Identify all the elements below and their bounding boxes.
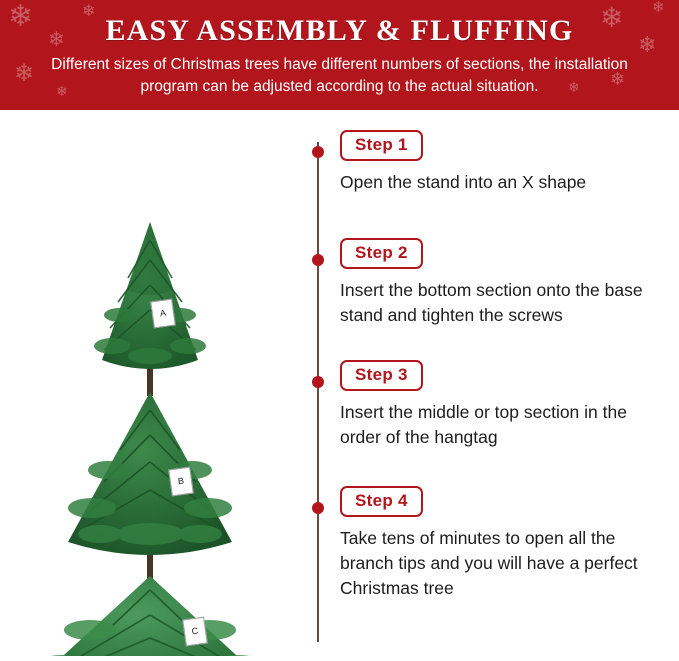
snowflake-icon: ❄ [82,3,96,20]
tree-bottom-section [28,576,272,656]
step-text-1: Open the stand into an X shape [340,172,587,192]
tree-top-section [94,222,206,369]
step-badge-3: Step 3 [340,360,423,391]
page-title: EASY ASSEMBLY & FLUFFING [105,14,574,47]
content-area [0,110,679,656]
snowflake-icon: ❄ [8,0,34,33]
step-item-3 [312,360,664,450]
step-text-3: Insert the middle or top section in the order of the hangtag [340,402,627,447]
steps-list [312,130,664,650]
step-dot-icon [312,254,324,266]
hangtag-a: A [150,299,176,329]
snowflake-icon: ❄ [568,79,580,95]
snowflake-icon: ❄ [14,60,35,87]
step-dot-icon [312,502,324,514]
step-text-4: Take tens of minutes to open all the branch tips and you will have a perfect Christmas tree [340,528,638,598]
hangtag-c: C [182,617,208,647]
snowflake-icon: ❄ [56,83,68,99]
step-item-1 [312,130,664,195]
snowflake-icon: ❄ [610,69,626,89]
snowflake-icon: ❄ [652,0,665,16]
hangtag-b: B [168,467,194,497]
page-subtitle: Different sizes of Christmas trees have different numbers of sections, the installation program can be adjusted according to the actual situation. [51,56,628,95]
step-dot-icon [312,146,324,158]
step-item-2 [312,238,664,328]
step-dot-icon [312,376,324,388]
step-item-4 [312,486,664,601]
snowflake-icon: ❄ [600,2,624,33]
step-text-2: Insert the bottom section onto the base stand and tighten the screws [340,280,643,325]
tree-middle-section [68,392,232,555]
tree-svg [0,110,300,656]
snowflake-icon: ❄ [48,29,65,51]
snowflake-icon: ❄ [638,32,657,57]
header-banner [0,0,679,110]
christmas-tree-illustration [0,110,300,656]
step-badge-2: Step 2 [340,238,423,269]
step-badge-4: Step 4 [340,486,423,517]
step-badge-1: Step 1 [340,130,423,161]
